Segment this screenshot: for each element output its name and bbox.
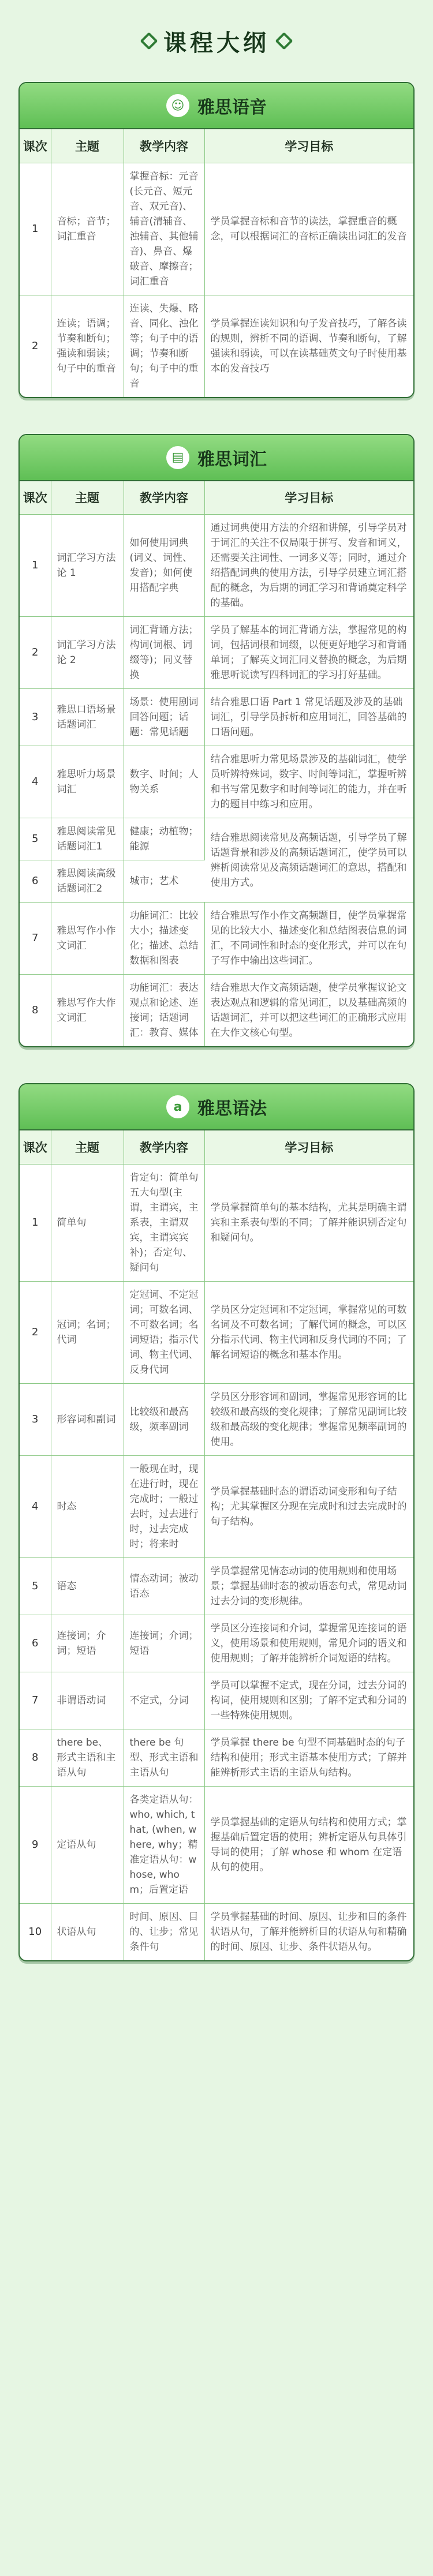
lesson-content: 场景：使用剧词回答问题；话题：常见话题 <box>124 689 204 746</box>
lesson-goal: 结合雅思大作文高频话题，使学员掌握议论文表达观点和逻辑的常见词汇，以及基础高频的话题词汇，并可以把这些词汇的正确形式应用在大作文核心句型。 <box>210 982 407 1039</box>
lesson-topic: 音标；音节；词汇重音 <box>51 163 124 295</box>
section-table <box>20 481 413 1047</box>
lesson-goal: 结合雅思阅读常见及高频话题，引导学员了解话题背景和涉及的高频话题词汇，使学员可以辨析阅读常见及高频话题词汇的意思，搭配和使用方式。 <box>204 818 413 903</box>
lesson-topic: 状语从句 <box>51 1903 124 1960</box>
page-title: 课程大纲 <box>163 29 270 57</box>
lesson-goal: 结合雅思写作小作文高频题目，使学员掌握常见的比较大小、描述变化和总结图表信息的词汇，不同词性和时态的变化形式，并可以在句子写作中输出这些词汇。 <box>204 903 413 975</box>
table-row <box>20 617 413 689</box>
lesson-topic: there be、形式主语和主语从句 <box>51 1729 124 1786</box>
table-row <box>20 818 413 860</box>
lesson-content: 连读、失爆、略音、同化、浊化等；句子中的语调；节奏和断句；句子中的重音 <box>124 295 204 397</box>
lesson-number: 2 <box>20 617 51 689</box>
lesson-goal: 学员区分定冠词和不定冠词，掌握常见的可数名词及不可数名词；了解代词的概念，可以区分指示代词、物主代词和反身代词的不同；了解名词短语的概念和基本作用。 <box>204 1281 413 1383</box>
column-header: 教学内容 <box>124 1130 204 1164</box>
section-table <box>20 1130 413 1960</box>
lesson-content: 肯定句：简单句五大句型(主谓，主谓宾，主系表，主谓双宾，主谓宾宾补)；否定句、疑问句 <box>124 1164 204 1281</box>
table-row <box>20 515 413 617</box>
column-header: 主题 <box>51 129 124 163</box>
lesson-goal: 结合雅思听力常见场景涉及的基础词汇，使学员听辨特殊词，数字、时间等词汇，掌握听辨和书写常见数字和时间等词汇的能力，并在听力的题目中练习和应用。 <box>204 746 413 818</box>
lesson-topic: 雅思阅读常见话题词汇1 <box>51 818 124 860</box>
lesson-topic: 雅思写作小作文词汇 <box>51 903 124 975</box>
lesson-topic: 雅思阅读高级话题词汇2 <box>51 860 124 903</box>
lesson-content: 时间、原因、目的、让步；常见条件句 <box>124 1903 204 1960</box>
section-title: 雅思语法 <box>197 1099 267 1119</box>
table-row <box>20 746 413 818</box>
lesson-goal: 学员可以掌握不定式，现在分词，过去分词的构词，使用规则和区别；了解不定式和分词的一些特殊使用规则。 <box>204 1672 413 1729</box>
lesson-number: 7 <box>20 1672 51 1729</box>
column-header: 学习目标 <box>204 481 413 515</box>
lesson-content: 健康；动植物；能源 <box>124 818 204 860</box>
table-row <box>20 1729 413 1786</box>
diamond-left-icon <box>140 32 158 50</box>
lesson-goal: 学员掌握基础的时间、原因、让步和目的条件状语从句，了解并能辨析目的状语从句和精确的时间、原因、让步、条件状语从句。 <box>210 1911 407 1953</box>
table-row <box>20 975 413 1047</box>
lesson-topic: 词汇学习方法论 1 <box>51 515 124 617</box>
lesson-topic: 连接词；介词；短语 <box>51 1615 124 1672</box>
lesson-number: 2 <box>20 1281 51 1383</box>
lesson-content: there be 句型、形式主语和主语从句 <box>124 1729 204 1786</box>
section-title: 雅思词汇 <box>197 449 267 470</box>
lesson-content: 数字、时间；人物关系 <box>124 746 204 818</box>
section-table <box>20 129 413 397</box>
lesson-goal: 学员掌握基础时态的谓语动词变形和句子结构；尤其掌握区分现在完成时和过去完成时的句子结构。 <box>204 1455 413 1557</box>
lesson-number: 7 <box>20 903 51 975</box>
lesson-number: 5 <box>20 1557 51 1615</box>
lesson-topic: 雅思写作大作文词汇 <box>51 975 124 1047</box>
table-row <box>20 1164 413 1281</box>
lesson-content: 定冠词、不定冠词；可数名词、不可数名词；名词短语；指示代词、物主代词、反身代词 <box>124 1281 204 1383</box>
page-header <box>18 0 415 82</box>
lesson-goal: 学员掌握常见情态动词的使用规则和使用场景；掌握基础时态的被动语态句式，常见动词过去分词的变形规律。 <box>204 1557 413 1615</box>
table-row <box>20 903 413 975</box>
column-header: 学习目标 <box>204 129 413 163</box>
sections <box>18 82 415 1961</box>
lesson-topic: 形容词和副词 <box>51 1383 124 1455</box>
lesson-content: 词汇背诵方法；构词(词根、词缀等)；同义替换 <box>124 617 204 689</box>
lesson-number: 1 <box>20 1164 51 1281</box>
lesson-content: 功能词汇：比较大小；描述变化；描述、总结数据和图表 <box>124 903 204 975</box>
section-card <box>18 434 415 1048</box>
table-row <box>20 1281 413 1383</box>
diamond-right-icon <box>275 32 293 50</box>
lesson-number: 1 <box>20 515 51 617</box>
section-header <box>20 83 413 129</box>
lesson-content: 功能词汇：表达观点和论述、连接词；话题词汇：教育、媒体 <box>124 975 204 1047</box>
lesson-number: 4 <box>20 746 51 818</box>
lesson-goal: 学员掌握连读知识和句子发音技巧，了解各读的规则，辨析不同的语调、节奏和断句，了解强读和弱读，可以在读基础英文句子时使用基本的发音技巧 <box>210 317 407 375</box>
lesson-topic: 简单句 <box>51 1164 124 1281</box>
lesson-number: 8 <box>20 1729 51 1786</box>
section-header <box>20 435 413 481</box>
lesson-goal: 通过词典使用方法的介绍和讲解，引导学员对于词汇的关注不仅局限于拼写、发音和词义，还需要关注词性、一词多义等；同时，通过介绍搭配词典的使用方法，引导学员建立词汇搭配的概念，为后期的词汇学习和背诵奠定科学的基础。 <box>204 515 413 617</box>
section-title: 雅思语音 <box>197 98 267 118</box>
lesson-goal: 学员区分连接词和介词，掌握常见连接词的语义，使用场景和使用规则，常见介词的语义和使用规则；了解并能辨析介词短语的结构。 <box>204 1615 413 1672</box>
table-header-row <box>20 481 413 515</box>
section-card <box>18 82 415 398</box>
lesson-topic: 冠词；名词；代词 <box>51 1281 124 1383</box>
lesson-number: 4 <box>20 1455 51 1557</box>
lesson-goal: 学员掌握 there be 句型不同基础时态的句子结构和使用；形式主语基本使用方式；了解并能辨析形式主语的主语从句结构。 <box>204 1729 413 1786</box>
lesson-content: 如何使用词典(词义、词性、发音)；如何使用搭配字典 <box>124 515 204 617</box>
lesson-content: 掌握音标：元音(长元音、短元音、双元音)、辅音(清辅音、浊辅音、其他辅音)、鼻音、爆破音、摩擦音；词汇重音 <box>124 163 204 295</box>
column-header: 主题 <box>51 1130 124 1164</box>
table-row <box>20 689 413 746</box>
page-title-wrap <box>143 25 290 58</box>
table-row <box>20 163 413 295</box>
lesson-topic: 语态 <box>51 1557 124 1615</box>
lesson-topic: 时态 <box>51 1455 124 1557</box>
lesson-topic: 定语从句 <box>51 1786 124 1903</box>
lesson-topic: 非谓语动词 <box>51 1672 124 1729</box>
section-card <box>18 1083 415 1961</box>
table-row <box>20 1786 413 1903</box>
lesson-topic: 雅思听力场景词汇 <box>51 746 124 818</box>
lesson-topic: 连读；语调；节奏和断句；强读和弱读；句子中的重音 <box>51 295 124 397</box>
table-header-row <box>20 129 413 163</box>
lesson-number: 5 <box>20 818 51 860</box>
lesson-number: 2 <box>20 295 51 397</box>
lesson-number: 6 <box>20 1615 51 1672</box>
lesson-number: 6 <box>20 860 51 903</box>
speech-bubble-icon: ☺ <box>166 94 189 117</box>
lesson-topic: 词汇学习方法论 2 <box>51 617 124 689</box>
lesson-number: 10 <box>20 1903 51 1960</box>
table-row <box>20 1383 413 1455</box>
lesson-number: 3 <box>20 1383 51 1455</box>
table-row <box>20 1455 413 1557</box>
table-row <box>20 295 413 397</box>
column-header: 课次 <box>20 129 51 163</box>
table-row <box>20 1903 413 1960</box>
lesson-goal: 结合雅思口语 Part 1 常见话题及涉及的基础词汇，引导学员拆析和应用词汇，回答基础的口语问题。 <box>204 689 413 746</box>
column-header: 主题 <box>51 481 124 515</box>
table-row <box>20 1557 413 1615</box>
lesson-goal: 学员了解基本的词汇背诵方法，掌握常见的构词，包括词根和词缀，以便更好地学习和背诵单词；了解英文词汇同义替换的概念，为后期雅思听说读写四科词汇的学习打好基础。 <box>204 617 413 689</box>
lesson-topic: 雅思口语场景话题词汇 <box>51 689 124 746</box>
column-header: 课次 <box>20 1130 51 1164</box>
lesson-goal: 学员区分形容词和副词，掌握常见形容词的比较级和最高级的变化规律；了解常见副词比较级和最高级的变化规律；掌握常见频率副词的使用。 <box>204 1383 413 1455</box>
lesson-number: 3 <box>20 689 51 746</box>
lesson-content: 比较级和最高级，频率副词 <box>124 1383 204 1455</box>
lesson-content: 城市；艺术 <box>124 860 204 903</box>
lesson-goal: 学员掌握简单句的基本结构，尤其是明确主谓宾和主系表句型的不同；了解并能识别否定句和疑问句。 <box>204 1164 413 1281</box>
lesson-content: 情态动词；被动语态 <box>124 1557 204 1615</box>
table-row <box>20 1615 413 1672</box>
lesson-number: 1 <box>20 163 51 295</box>
lesson-number: 9 <box>20 1786 51 1903</box>
lesson-content: 不定式，分词 <box>124 1672 204 1729</box>
lesson-content: 连接词；介词；短语 <box>124 1615 204 1672</box>
section-header <box>20 1084 413 1130</box>
table-row <box>20 1672 413 1729</box>
column-header: 教学内容 <box>124 129 204 163</box>
lesson-goal: 学员掌握音标和音节的读法，掌握重音的概念，可以根据词汇的音标正确读出词汇的发音 <box>204 163 413 295</box>
lesson-content: 各类定语从句：who, which, that, (when, where, why；精准定语从句：whose, whom；后置定语 <box>124 1786 204 1903</box>
lesson-goal: 学员掌握基础的定语从句结构和使用方式；掌握基础后置定语的使用；辨析定语从句具体引导词的使用；了解 whose 和 whom 在定语从句的使用。 <box>204 1786 413 1903</box>
book-icon: ▤ <box>166 446 189 469</box>
column-header: 教学内容 <box>124 481 204 515</box>
column-header: 学习目标 <box>204 1130 413 1164</box>
lesson-content: 一般现在时，现在进行时，现在完成时；一般过去时，过去进行时，过去完成时；将来时 <box>124 1455 204 1557</box>
column-header: 课次 <box>20 481 51 515</box>
letter-a-icon: a <box>166 1095 189 1118</box>
lesson-number: 8 <box>20 975 51 1047</box>
table-header-row <box>20 1130 413 1164</box>
